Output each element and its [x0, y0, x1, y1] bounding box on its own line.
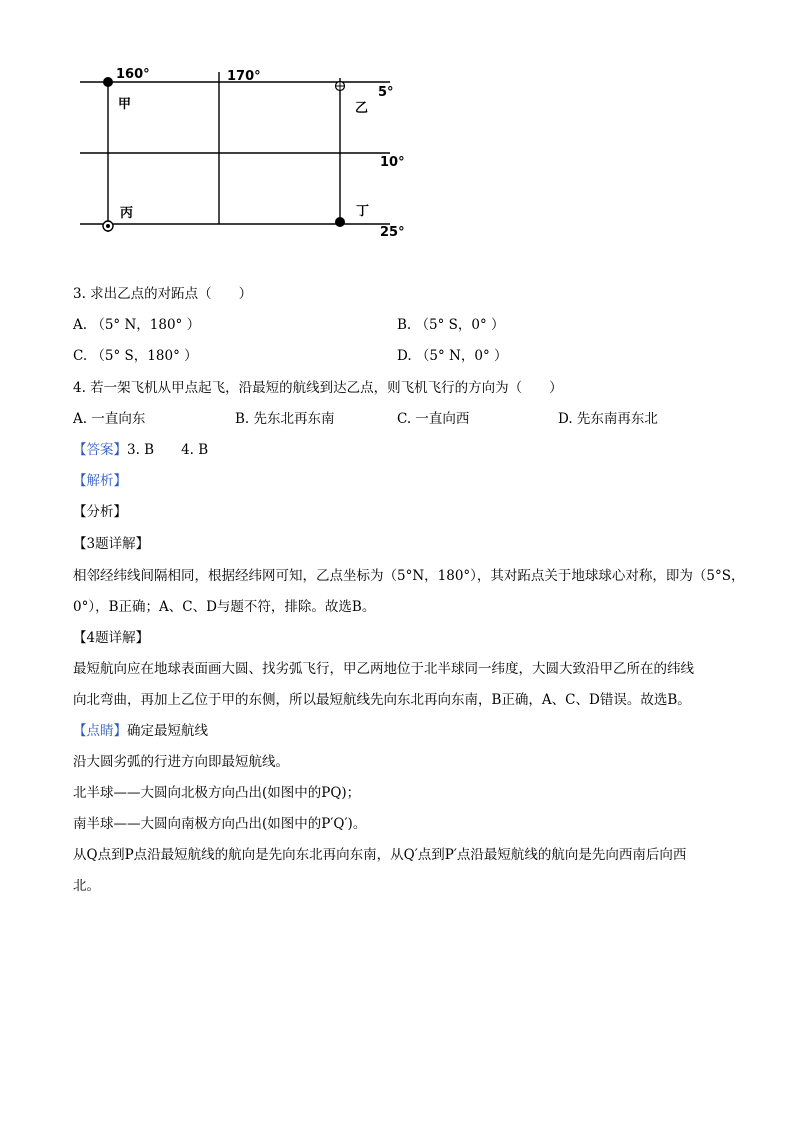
q3-detail-line-2: 0°），B正确；A、C、D与题不符，排除。故选B。	[73, 599, 376, 615]
q4-option-c: C. 一直向西	[397, 411, 470, 427]
tip-line-2: 北半球——大圆向北极方向凸出(如图中的PQ)；	[73, 785, 361, 801]
q4-option-b: B. 先东北再东南	[235, 411, 335, 427]
answer-line	[73, 444, 208, 458]
point-label-ding: 丁	[356, 204, 370, 219]
answer-text: 3. B 4. B	[127, 442, 209, 458]
analysis-tag: 【解析】	[73, 473, 127, 489]
latitude-label-10: 10°	[380, 155, 405, 170]
q4-option-a: A. 一直向东	[73, 411, 146, 427]
grid-lines	[72, 62, 412, 252]
answer-tag: 【答案】	[73, 442, 127, 458]
q3-option-b: B. （5° S，0° ）	[397, 317, 505, 333]
q3-option-a: A. （5° N，180° ）	[73, 317, 201, 333]
latitude-label-25: 25°	[380, 225, 405, 240]
lat-long-grid-figure	[72, 62, 412, 252]
tip-line-3: 南半球——大圆向南极方向凸出(如图中的P′Q′)。	[73, 816, 367, 832]
tip-heading	[73, 725, 208, 739]
tip-line-1: 沿大圆劣弧的行进方向即最短航线。	[73, 754, 289, 770]
longitude-label-170: 170°	[227, 69, 261, 84]
point-label-bing: 丙	[120, 206, 134, 221]
tip-line-4: 从Q点到P点沿最短航线的航向是先向东北再向东南，从Q′点到P′点沿最短航线的航向是先向西南后向西	[73, 847, 687, 863]
analysis-fenxi: 【分析】	[73, 504, 127, 520]
tip-line-5: 北。	[73, 878, 100, 894]
longitude-label-160: 160°	[116, 67, 150, 82]
q4-detail-line-2: 向北弯曲，再加上乙位于甲的东侧，所以最短航线先向东北再向东南，B正确，A、C、D错误。故选B。	[73, 692, 691, 708]
tip-title: 确定最短航线	[127, 723, 208, 739]
tip-tag: 【点睛】	[73, 723, 127, 739]
point-ding-marker	[335, 217, 345, 227]
q4-detail-line-1: 最短航向应在地球表面画大圆、找劣弧飞行，甲乙两地位于北半球同一纬度，大圆大致沿甲乙所在的纬线	[73, 661, 694, 677]
q3-detail-line-1: 相邻经纬线间隔相同，根据经纬网可知，乙点坐标为（5°N，180°），其对跖点关于地球球心对称，即为（5°S，	[73, 568, 745, 584]
q4-option-d: D. 先东南再东北	[558, 411, 658, 427]
point-label-yi: 乙	[355, 101, 369, 116]
point-label-jia: 甲	[118, 97, 132, 112]
q4-detail-title: 【4题详解】	[73, 630, 150, 646]
question-3-stem: 3. 求出乙点的对跖点（ ）	[73, 286, 253, 302]
latitude-label-5: 5°	[378, 85, 394, 100]
q3-option-c: C. （5° S，180° ）	[73, 348, 198, 364]
q3-detail-title: 【3题详解】	[73, 536, 150, 552]
q3-option-d: D. （5° N，0° ）	[397, 348, 508, 364]
point-jia-marker	[103, 77, 113, 87]
question-4-stem: 4. 若一架飞机从甲点起飞，沿最短的航线到达乙点，则飞机飞行的方向为（ ）	[73, 380, 563, 396]
